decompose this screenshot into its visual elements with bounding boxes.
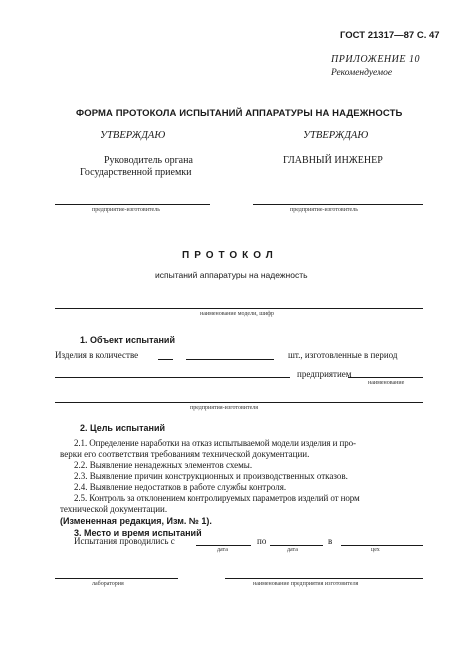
date-to-caption: дата [287, 547, 298, 553]
appendix-label: ПРИЛОЖЕНИЕ 10 [331, 54, 420, 65]
period-blank [55, 377, 290, 378]
quantity-label: Изделия в количестве [55, 350, 139, 360]
manufacturer-line [55, 402, 423, 403]
recommended-label: Рекомендуемое [331, 68, 393, 78]
enterprise-name-line [225, 578, 423, 579]
item-2-1-b: верки его соответствия требованиям технической документации. [60, 449, 310, 459]
model-name-line [55, 308, 423, 309]
item-2-2: 2.2. Выявление ненадежных элементов схемы. [74, 460, 253, 470]
quantity-blank [158, 359, 173, 360]
amended-note: (Измененная редакция, Изм. № 1). [60, 516, 212, 526]
approve-left-caption: предприятие-изготовитель [92, 207, 160, 213]
enterprise-label: предприятием [297, 369, 352, 379]
workshop-blank [341, 545, 423, 546]
form-title: ФОРМА ПРОТОКОЛА ИСПЫТАНИЙ АППАРАТУРЫ НА НАДЕЖНОСТЬ [76, 108, 403, 119]
workshop-caption: цех [371, 547, 380, 553]
lab-caption: лаборатория [92, 581, 124, 587]
protocol-subtitle: испытаний аппаратуры на надежность [155, 270, 308, 280]
date-from-blank [196, 545, 251, 546]
approve-right-signature-line [253, 204, 423, 205]
enterprise-blank [348, 377, 423, 378]
date-to-blank [270, 545, 323, 546]
enterprise-name-line-caption: наименование предприятия изготовителя [253, 581, 359, 587]
item-2-4: 2.4. Выявление недостатков в работе службы контроля. [74, 482, 287, 492]
section2-heading: 2. Цель испытаний [80, 423, 166, 433]
quantity-blank-2 [186, 359, 274, 360]
protocol-title: ПРОТОКОЛ [182, 250, 278, 261]
model-name-caption: наименование модели, шифр [200, 311, 275, 317]
item-2-5-b: технической документации. [60, 504, 168, 514]
produced-period-label: шт., изготовленные в период [288, 350, 398, 360]
approve-left-label: УТВЕРЖДАЮ [100, 130, 166, 141]
section1-heading: 1. Объект испытаний [80, 335, 176, 345]
enterprise-name-caption: наименование [368, 380, 405, 386]
approve-right-line1: ГЛАВНЫЙ ИНЖЕНЕР [283, 155, 383, 166]
in-label: в [328, 536, 333, 546]
approve-left-line2: Государственной приемки [80, 167, 192, 178]
tests-held-label: Испытания проводились с [74, 536, 175, 546]
gost-page-number: ГОСТ 21317—87 С. 47 [340, 30, 440, 41]
manufacturer-caption: предприятия-изготовителя [190, 405, 259, 411]
approve-right-label: УТВЕРЖДАЮ [303, 130, 369, 141]
approve-left-line1: Руководитель органа [104, 155, 193, 166]
approve-right-caption: предприятие-изготовитель [290, 207, 358, 213]
lab-line [55, 578, 178, 579]
item-2-3: 2.3. Выявление причин конструкционных и производственных отказов. [74, 471, 348, 481]
section3-heading: 3. Место и время испытаний [74, 528, 202, 538]
approve-left-signature-line [55, 204, 210, 205]
item-2-5-a: 2.5. Контроль за отклонением контролируемых параметров изделий от норм [74, 493, 360, 503]
item-2-1-a: 2.1. Определение наработки на отказ испытываемой модели изделия и про- [74, 438, 356, 448]
date-from-caption: дата [217, 547, 228, 553]
to-label: по [257, 536, 267, 546]
